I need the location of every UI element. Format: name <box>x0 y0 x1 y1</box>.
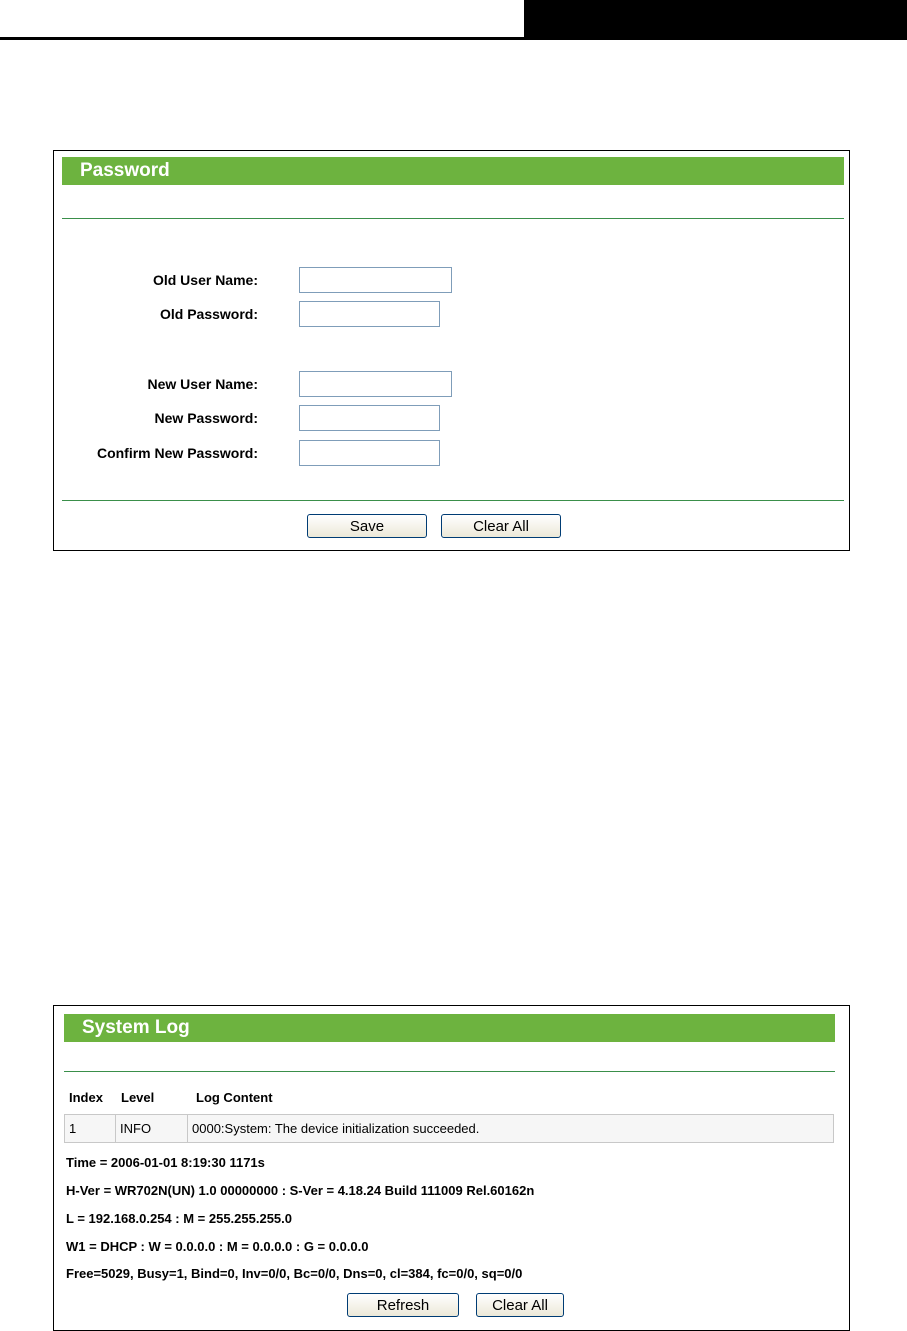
new-user-name-label: New User Name: <box>147 376 258 392</box>
new-password-input[interactable] <box>299 405 440 431</box>
log-wan-line: W1 = DHCP : W = 0.0.0.0 : M = 0.0.0.0 : G = 0.0.0.0 <box>66 1239 369 1254</box>
password-top-divider <box>62 218 844 219</box>
old-user-name-label: Old User Name: <box>152 272 258 288</box>
page-header-rule <box>0 37 907 40</box>
new-password-label: New Password: <box>154 410 258 426</box>
column-header-index: Index <box>69 1090 103 1105</box>
log-time-line: Time = 2006-01-01 8:19:30 1171s <box>66 1155 265 1170</box>
table-row <box>64 1114 834 1143</box>
log-content-cell: 0000:System: The device initialization succeeded. <box>192 1121 480 1136</box>
system-log-title: System Log <box>64 1014 835 1042</box>
column-header-level: Level <box>121 1090 155 1105</box>
password-bottom-divider <box>62 500 844 501</box>
old-user-name-input[interactable] <box>299 267 452 293</box>
password-panel <box>53 150 850 551</box>
refresh-button[interactable]: Refresh <box>347 1293 459 1317</box>
old-password-label: Old Password: <box>159 306 258 322</box>
old-password-input[interactable] <box>299 301 440 327</box>
confirm-new-password-input[interactable] <box>299 440 440 466</box>
log-level-cell: INFO <box>116 1115 188 1142</box>
log-version-line: H-Ver = WR702N(UN) 1.0 00000000 : S-Ver = 4.18.24 Build 111009 Rel.60162n <box>66 1183 535 1198</box>
new-user-name-input[interactable] <box>299 371 452 397</box>
column-header-log-content: Log Content <box>196 1090 273 1105</box>
log-index-cell: 1 <box>65 1115 116 1142</box>
log-stats-line: Free=5029, Busy=1, Bind=0, Inv=0/0, Bc=0/0, Dns=0, cl=384, fc=0/0, sq=0/0 <box>66 1266 523 1281</box>
clear-all-button[interactable]: Clear All <box>441 514 561 538</box>
save-button[interactable]: Save <box>307 514 427 538</box>
system-log-divider <box>64 1071 835 1072</box>
log-clear-all-button[interactable]: Clear All <box>476 1293 564 1317</box>
confirm-new-password-label: Confirm New Password: <box>96 445 258 461</box>
page-header-block <box>524 0 907 38</box>
log-lan-line: L = 192.168.0.254 : M = 255.255.255.0 <box>66 1211 292 1226</box>
password-panel-title: Password <box>62 157 844 185</box>
